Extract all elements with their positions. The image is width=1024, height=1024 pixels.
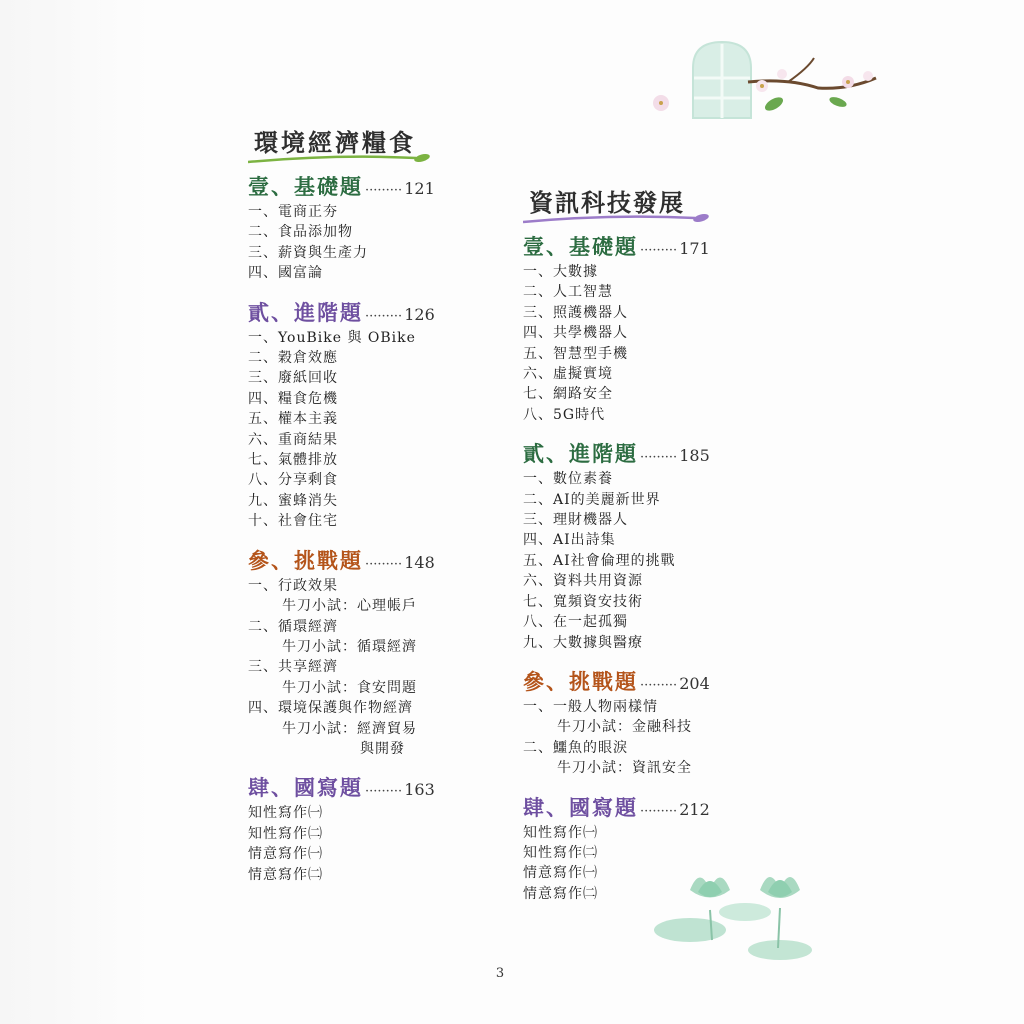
section-header[interactable] [248,300,448,326]
page-gutter-shade [0,0,150,1024]
page-ref: 163 [404,780,435,800]
toc-entry[interactable]: 三、理財機器人 [523,512,628,529]
page-ref: 204 [679,673,710,693]
toc-entry[interactable]: 五、權本主義 [248,411,338,428]
page-ref: 121 [404,179,435,198]
leader-dots: ········· [365,556,403,572]
toc-entry[interactable]: 八、在一起孤獨 [523,614,628,631]
toc-entry[interactable]: 情意寫作㈡ [248,866,323,883]
page-ref: 171 [679,239,710,258]
leader-dots: ········· [365,308,403,324]
toc-entry[interactable]: 二、鱷魚的眼淚 [523,739,628,756]
section-header[interactable] [523,441,733,467]
section-title: 參、挑戰題 [523,668,638,694]
toc-entry[interactable]: 三、薪資與生產力 [248,244,368,261]
toc-entry[interactable]: 四、共學機器人 [523,325,628,342]
leader-dots: ········· [365,183,403,198]
toc-entry[interactable]: 知性寫作㈠ [248,805,323,822]
section-challenge [523,669,733,779]
toc-subentry[interactable]: 牛刀小試：經濟貿易 [282,720,417,737]
toc-entry[interactable]: 九、大數據與醫療 [523,634,643,651]
part-title [523,188,733,218]
section-header[interactable] [523,669,733,695]
section-advanced [248,300,448,532]
section-title: 肆、國寫題 [248,775,363,801]
section-title: 貳、進階題 [248,299,363,325]
toc-entry[interactable]: 七、氣體排放 [248,452,338,469]
toc-entry[interactable]: 八、5G時代 [523,406,606,423]
page-ref: 185 [679,446,710,466]
section-header[interactable] [523,795,733,821]
leader-dots: ········· [640,243,678,258]
toc-entry[interactable]: 二、人工智慧 [523,284,613,301]
toc-subentry[interactable]: 牛刀小試：金融科技 [557,719,692,736]
section-writing [248,775,448,885]
toc-subentry[interactable]: 牛刀小試：心理帳戶 [282,598,417,615]
page-ref: 148 [404,552,435,572]
toc-subentry[interactable]: 牛刀小試：食安問題 [282,679,417,696]
leader-dots: ········· [640,803,678,819]
toc-entry[interactable]: 一、數位素養 [523,471,613,488]
part-title [248,128,448,158]
part-title-text: 環境經濟糧食 [254,128,416,157]
toc-subentry-continued[interactable]: 與開發 [360,740,405,757]
toc-entry[interactable]: 三、照護機器人 [523,304,628,321]
toc-subentry[interactable]: 牛刀小試：循環經濟 [282,638,417,655]
toc-entry[interactable]: 二、穀倉效應 [248,350,338,367]
section-header[interactable] [523,234,733,260]
section-basic [523,234,733,425]
section-header[interactable] [248,548,448,574]
toc-entry[interactable]: 二、食品添加物 [248,224,353,241]
toc-entry[interactable]: 一、YouBike 與 OBike [248,329,416,346]
toc-entry[interactable]: 八、分享剩食 [248,472,338,489]
toc-entry[interactable]: 三、共享經濟 [248,659,338,676]
toc-entry[interactable]: 一、行政效果 [248,577,338,594]
toc-entry[interactable]: 情意寫作㈠ [523,865,598,882]
toc-subentry[interactable]: 牛刀小試：資訊安全 [557,760,692,777]
section-header[interactable] [248,174,448,200]
toc-entry[interactable]: 知性寫作㈠ [523,824,598,841]
toc-column-technology [523,188,733,904]
section-title: 壹、基礎題 [523,234,638,259]
toc-entry[interactable]: 七、寬頻資安技術 [523,593,643,610]
page-number: 3 [495,966,505,981]
toc-entry[interactable]: 二、AI的美麗新世界 [523,491,661,508]
toc-entry[interactable]: 情意寫作㈠ [248,846,323,863]
toc-entry[interactable]: 三、廢紙回收 [248,370,338,387]
toc-entry[interactable]: 四、國富論 [248,265,323,282]
toc-entry[interactable]: 十、社會住宅 [248,513,338,530]
falling-blossom-icon [650,92,672,114]
toc-entry[interactable]: 五、智慧型手機 [523,345,628,362]
section-basic [248,174,448,284]
section-title: 參、挑戰題 [248,547,363,573]
title-underline-swoosh [248,152,433,166]
leader-dots: ········· [640,677,678,693]
toc-entry[interactable]: 二、循環經濟 [248,618,338,635]
section-title: 壹、基礎題 [248,174,363,199]
section-title: 肆、國寫題 [523,794,638,820]
toc-entry[interactable]: 一、電商正夯 [248,204,338,220]
toc-entry[interactable]: 一、大數據 [523,264,598,280]
toc-entry[interactable]: 六、資料共用資源 [523,573,643,590]
toc-entry[interactable]: 六、重商結果 [248,431,338,448]
toc-entry[interactable]: 知性寫作㈡ [248,825,323,842]
toc-entry[interactable]: 四、AI出詩集 [523,532,616,549]
part-title-text: 資訊科技發展 [529,188,685,217]
section-advanced [523,441,733,653]
window-blossom-illustration [688,38,888,124]
section-header[interactable] [248,775,448,801]
title-underline-swoosh [523,212,713,226]
leader-dots: ········· [365,784,403,800]
toc-entry[interactable]: 情意寫作㈡ [523,885,598,902]
toc-entry[interactable]: 五、AI社會倫理的挑戰 [523,552,676,569]
section-challenge [248,548,448,760]
toc-entry[interactable]: 六、虛擬實境 [523,366,613,383]
toc-column-environment [248,128,448,885]
page-ref: 126 [404,304,435,324]
toc-entry[interactable]: 九、蜜蜂消失 [248,492,338,509]
leader-dots: ········· [640,450,678,466]
toc-entry[interactable]: 四、環境保護與作物經濟 [248,700,413,717]
toc-entry[interactable]: 知性寫作㈡ [523,844,598,861]
section-title: 貳、進階題 [523,441,638,467]
page-ref: 212 [679,799,710,819]
lotus-pond-illustration [650,850,830,970]
toc-entry[interactable]: 一、一般人物兩樣情 [523,698,658,715]
toc-entry[interactable]: 四、糧食危機 [248,390,338,407]
toc-entry[interactable]: 七、網路安全 [523,386,613,403]
